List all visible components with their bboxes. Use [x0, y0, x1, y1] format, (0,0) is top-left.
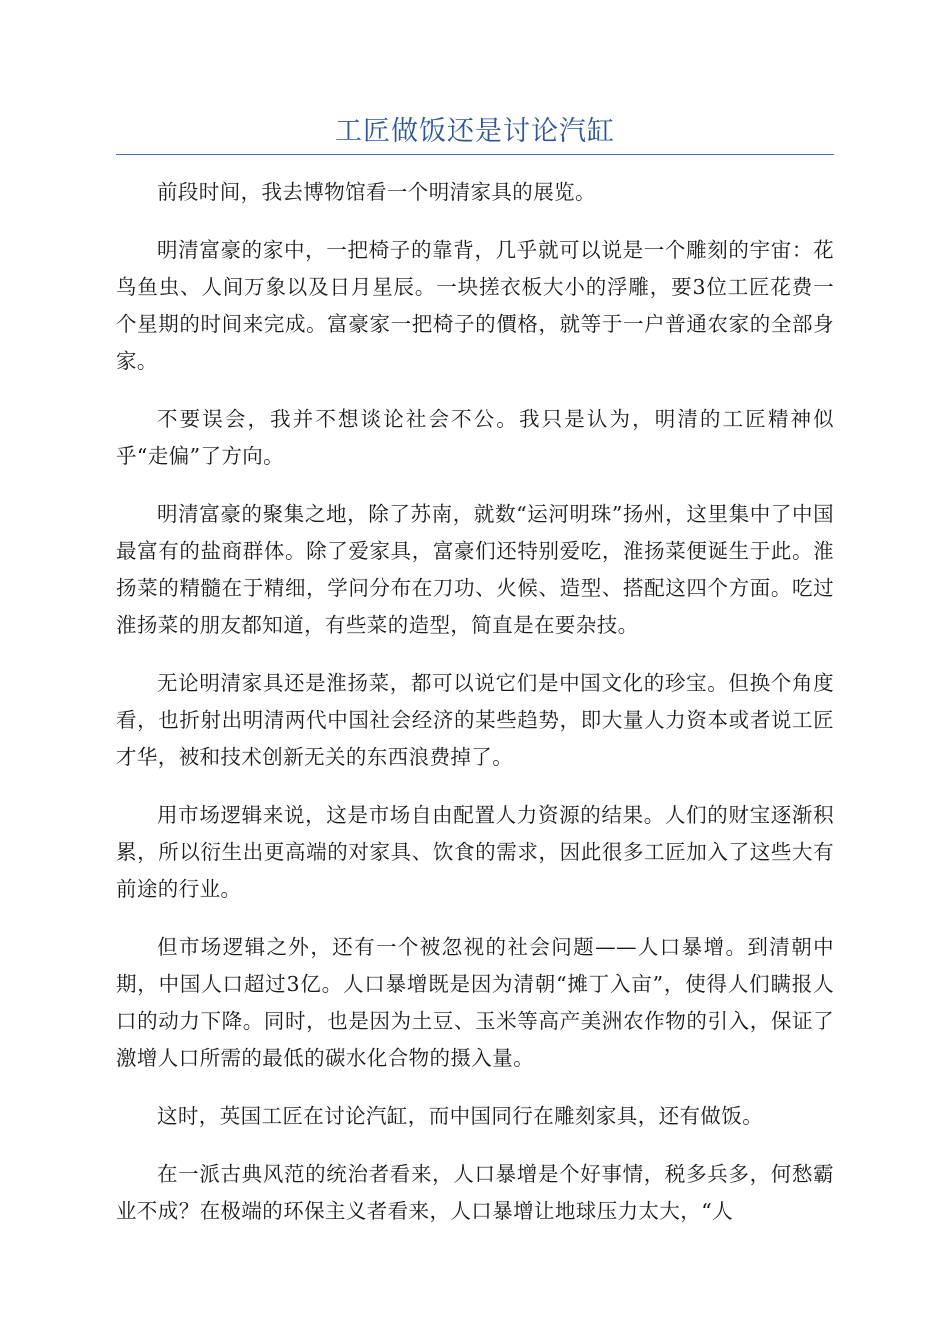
- paragraph: 用市场逻辑来说，这是市场自由配置人力资源的结果。人们的财宝逐渐积累，所以衍生出更高端的对家具、饮食的需求，因此很多工匠加入了这些大有前途的行业。: [116, 803, 834, 901]
- paragraph: 明清富豪的家中，一把椅子的靠背，几乎就可以说是一个雕刻的宇宙：花鸟鱼虫、人间万象以及日月星辰。一块搓衣板大小的浮雕，要3位工匠花费一个星期的时间来完成。富豪家一把椅子的價格，就等于一户普通农家的全部身家。: [116, 238, 834, 373]
- paragraph: 明清富豪的聚集之地，除了苏南，就数“运河明珠”扬州，这里集中了中国最富有的盐商群体。除了爱家具，富豪们还特别爱吃，淮扬菜便诞生于此。淮扬菜的精髓在于精细，学问分布在刀功、火候、造型、搭配这四个方面。吃过淮扬菜的朋友都知道，有些菜的造型，简直是在要杂技。: [116, 502, 834, 637]
- paragraph: 前段时间，我去博物馆看一个明清家具的展览。: [157, 180, 596, 204]
- article-body: [116, 174, 834, 1251]
- paragraph: 这时，英国工匠在讨论汽缸，而中国同行在雕刻家具，还有做饭。: [157, 1104, 764, 1128]
- paragraph: 但市场逻辑之外，还有一个被忽视的社会问题——人口暴增。到清朝中期，中国人口超过3亿。人口暴增既是因为清朝“摊丁入亩”，使得人们瞒报人口的动力下降。同时，也是因为土豆、玉米等高产美洲农作物的引入，保证了激增人口所需的最低的碳水化合物的摄入量。: [116, 935, 834, 1070]
- paragraph: 不要误会，我并不想谈论社会不公。我只是认为，明清的工匠精神似乎“走偏”了方向。: [116, 407, 834, 468]
- paragraph: 无论明清家具还是淮扬菜，都可以说它们是中国文化的珍宝。但换个角度看，也折射出明清两代中国社会经济的某些趋势，即大量人力资本或者说工匠才华，被和技术创新无关的东西浪费掉了。: [116, 671, 834, 769]
- article-title: 工匠做饭还是讨论汽缸: [335, 116, 615, 147]
- title-underline: [116, 154, 834, 155]
- paragraph: 在一派古典风范的统治者看来，人口暴增是个好事情，税多兵多，何愁霸业不成？在极端的环保主义者看来，人口暴增让地球压力太大，“人: [116, 1162, 834, 1223]
